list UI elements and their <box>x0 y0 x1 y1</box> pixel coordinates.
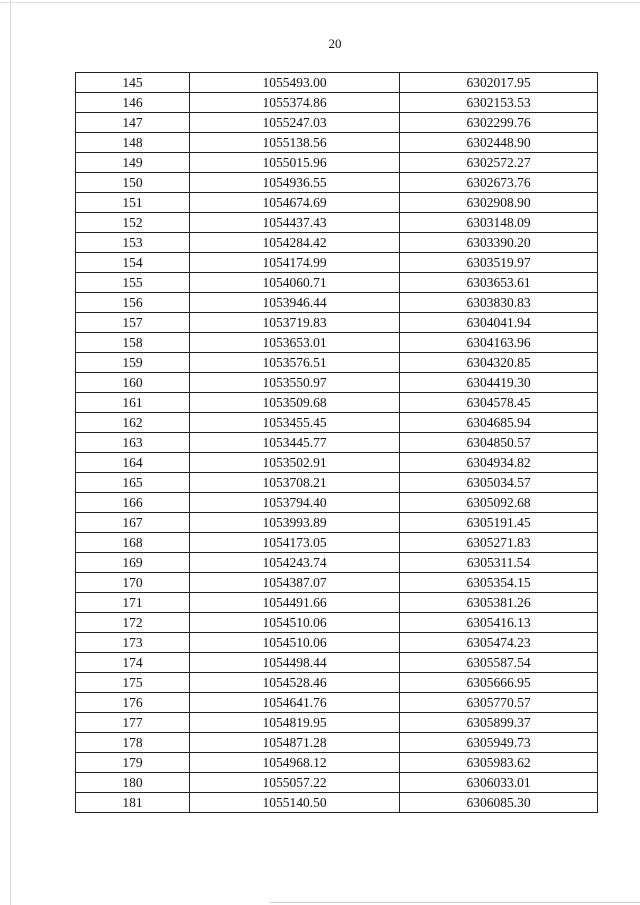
y-coordinate-cell: 6304578.45 <box>400 393 598 413</box>
y-coordinate-cell: 6304163.96 <box>400 333 598 353</box>
scan-edge-left <box>10 0 11 905</box>
x-coordinate-cell: 1054968.12 <box>190 753 400 773</box>
x-coordinate-cell: 1054871.28 <box>190 733 400 753</box>
table-row <box>76 353 598 373</box>
point-number-cell: 170 <box>76 573 190 593</box>
y-coordinate-cell: 6305474.23 <box>400 633 598 653</box>
x-coordinate-cell: 1054491.66 <box>190 593 400 613</box>
table-row <box>76 313 598 333</box>
x-coordinate-cell: 1054528.46 <box>190 673 400 693</box>
point-number-cell: 174 <box>76 653 190 673</box>
point-number-cell: 150 <box>76 173 190 193</box>
table-row <box>76 633 598 653</box>
y-coordinate-cell: 6302572.27 <box>400 153 598 173</box>
x-coordinate-cell: 1055374.86 <box>190 93 400 113</box>
table-row <box>76 653 598 673</box>
table-row <box>76 73 598 93</box>
x-coordinate-cell: 1055138.56 <box>190 133 400 153</box>
point-number-cell: 155 <box>76 273 190 293</box>
table-row <box>76 113 598 133</box>
y-coordinate-cell: 6304850.57 <box>400 433 598 453</box>
point-number-cell: 166 <box>76 493 190 513</box>
x-coordinate-cell: 1055057.22 <box>190 773 400 793</box>
x-coordinate-cell: 1053653.01 <box>190 333 400 353</box>
table-row <box>76 373 598 393</box>
point-number-cell: 154 <box>76 253 190 273</box>
point-number-cell: 175 <box>76 673 190 693</box>
y-coordinate-cell: 6302673.76 <box>400 173 598 193</box>
table-row <box>76 473 598 493</box>
x-coordinate-cell: 1053550.97 <box>190 373 400 393</box>
table-row <box>76 293 598 313</box>
table-row <box>76 533 598 553</box>
table-row <box>76 493 598 513</box>
point-number-cell: 179 <box>76 753 190 773</box>
table-row <box>76 453 598 473</box>
point-number-cell: 164 <box>76 453 190 473</box>
point-number-cell: 173 <box>76 633 190 653</box>
point-number-cell: 145 <box>76 73 190 93</box>
table-row <box>76 513 598 533</box>
point-number-cell: 169 <box>76 553 190 573</box>
table-row <box>76 713 598 733</box>
coordinates-table <box>75 72 598 813</box>
table-row <box>76 433 598 453</box>
point-number-cell: 160 <box>76 373 190 393</box>
table-row <box>76 793 598 813</box>
point-number-cell: 178 <box>76 733 190 753</box>
point-number-cell: 168 <box>76 533 190 553</box>
point-number-cell: 167 <box>76 513 190 533</box>
table-row <box>76 393 598 413</box>
table-row <box>76 553 598 573</box>
x-coordinate-cell: 1054641.76 <box>190 693 400 713</box>
table-row <box>76 413 598 433</box>
x-coordinate-cell: 1054936.55 <box>190 173 400 193</box>
table-row <box>76 753 598 773</box>
x-coordinate-cell: 1054819.95 <box>190 713 400 733</box>
point-number-cell: 171 <box>76 593 190 613</box>
table-row <box>76 253 598 273</box>
point-number-cell: 159 <box>76 353 190 373</box>
x-coordinate-cell: 1054510.06 <box>190 633 400 653</box>
point-number-cell: 153 <box>76 233 190 253</box>
x-coordinate-cell: 1053708.21 <box>190 473 400 493</box>
table-row <box>76 593 598 613</box>
point-number-cell: 146 <box>76 93 190 113</box>
point-number-cell: 162 <box>76 413 190 433</box>
y-coordinate-cell: 6305899.37 <box>400 713 598 733</box>
y-coordinate-cell: 6302017.95 <box>400 73 598 93</box>
coordinates-table-body <box>76 73 598 813</box>
y-coordinate-cell: 6305271.83 <box>400 533 598 553</box>
scan-edge-bottom <box>270 902 640 903</box>
point-number-cell: 172 <box>76 613 190 633</box>
y-coordinate-cell: 6305381.26 <box>400 593 598 613</box>
table-row <box>76 213 598 233</box>
y-coordinate-cell: 6302299.76 <box>400 113 598 133</box>
y-coordinate-cell: 6304419.30 <box>400 373 598 393</box>
y-coordinate-cell: 6304320.85 <box>400 353 598 373</box>
table-row <box>76 573 598 593</box>
x-coordinate-cell: 1054060.71 <box>190 273 400 293</box>
x-coordinate-cell: 1053576.51 <box>190 353 400 373</box>
table-row <box>76 273 598 293</box>
table-row <box>76 773 598 793</box>
y-coordinate-cell: 6303390.20 <box>400 233 598 253</box>
x-coordinate-cell: 1053445.77 <box>190 433 400 453</box>
y-coordinate-cell: 6305092.68 <box>400 493 598 513</box>
y-coordinate-cell: 6304685.94 <box>400 413 598 433</box>
point-number-cell: 180 <box>76 773 190 793</box>
x-coordinate-cell: 1053509.68 <box>190 393 400 413</box>
x-coordinate-cell: 1055015.96 <box>190 153 400 173</box>
point-number-cell: 156 <box>76 293 190 313</box>
x-coordinate-cell: 1053455.45 <box>190 413 400 433</box>
x-coordinate-cell: 1054284.42 <box>190 233 400 253</box>
point-number-cell: 148 <box>76 133 190 153</box>
y-coordinate-cell: 6303653.61 <box>400 273 598 293</box>
y-coordinate-cell: 6304041.94 <box>400 313 598 333</box>
table-row <box>76 693 598 713</box>
y-coordinate-cell: 6305416.13 <box>400 613 598 633</box>
y-coordinate-cell: 6305034.57 <box>400 473 598 493</box>
y-coordinate-cell: 6302153.53 <box>400 93 598 113</box>
y-coordinate-cell: 6302448.90 <box>400 133 598 153</box>
point-number-cell: 149 <box>76 153 190 173</box>
table-row <box>76 733 598 753</box>
point-number-cell: 157 <box>76 313 190 333</box>
x-coordinate-cell: 1054674.69 <box>190 193 400 213</box>
y-coordinate-cell: 6305354.15 <box>400 573 598 593</box>
x-coordinate-cell: 1055247.03 <box>190 113 400 133</box>
table-row <box>76 93 598 113</box>
x-coordinate-cell: 1055140.50 <box>190 793 400 813</box>
x-coordinate-cell: 1054498.44 <box>190 653 400 673</box>
y-coordinate-cell: 6303148.09 <box>400 213 598 233</box>
y-coordinate-cell: 6305666.95 <box>400 673 598 693</box>
table-row <box>76 133 598 153</box>
y-coordinate-cell: 6306033.01 <box>400 773 598 793</box>
point-number-cell: 165 <box>76 473 190 493</box>
x-coordinate-cell: 1053946.44 <box>190 293 400 313</box>
y-coordinate-cell: 6304934.82 <box>400 453 598 473</box>
y-coordinate-cell: 6306085.30 <box>400 793 598 813</box>
x-coordinate-cell: 1054243.74 <box>190 553 400 573</box>
point-number-cell: 151 <box>76 193 190 213</box>
y-coordinate-cell: 6303830.83 <box>400 293 598 313</box>
x-coordinate-cell: 1054173.05 <box>190 533 400 553</box>
y-coordinate-cell: 6305587.54 <box>400 653 598 673</box>
point-number-cell: 158 <box>76 333 190 353</box>
point-number-cell: 177 <box>76 713 190 733</box>
point-number-cell: 181 <box>76 793 190 813</box>
x-coordinate-cell: 1054387.07 <box>190 573 400 593</box>
x-coordinate-cell: 1054437.43 <box>190 213 400 233</box>
table-row <box>76 193 598 213</box>
y-coordinate-cell: 6305949.73 <box>400 733 598 753</box>
x-coordinate-cell: 1053794.40 <box>190 493 400 513</box>
y-coordinate-cell: 6305770.57 <box>400 693 598 713</box>
point-number-cell: 152 <box>76 213 190 233</box>
y-coordinate-cell: 6305983.62 <box>400 753 598 773</box>
table-row <box>76 233 598 253</box>
table-row <box>76 333 598 353</box>
point-number-cell: 161 <box>76 393 190 413</box>
x-coordinate-cell: 1054174.99 <box>190 253 400 273</box>
scan-edge-top <box>0 2 640 3</box>
x-coordinate-cell: 1054510.06 <box>190 613 400 633</box>
point-number-cell: 176 <box>76 693 190 713</box>
table-row <box>76 173 598 193</box>
y-coordinate-cell: 6305311.54 <box>400 553 598 573</box>
x-coordinate-cell: 1055493.00 <box>190 73 400 93</box>
point-number-cell: 163 <box>76 433 190 453</box>
table-row <box>76 673 598 693</box>
y-coordinate-cell: 6303519.97 <box>400 253 598 273</box>
x-coordinate-cell: 1053719.83 <box>190 313 400 333</box>
y-coordinate-cell: 6305191.45 <box>400 513 598 533</box>
page-number: 20 <box>328 36 342 51</box>
y-coordinate-cell: 6302908.90 <box>400 193 598 213</box>
table-row <box>76 153 598 173</box>
point-number-cell: 147 <box>76 113 190 133</box>
x-coordinate-cell: 1053993.89 <box>190 513 400 533</box>
table-row <box>76 613 598 633</box>
x-coordinate-cell: 1053502.91 <box>190 453 400 473</box>
